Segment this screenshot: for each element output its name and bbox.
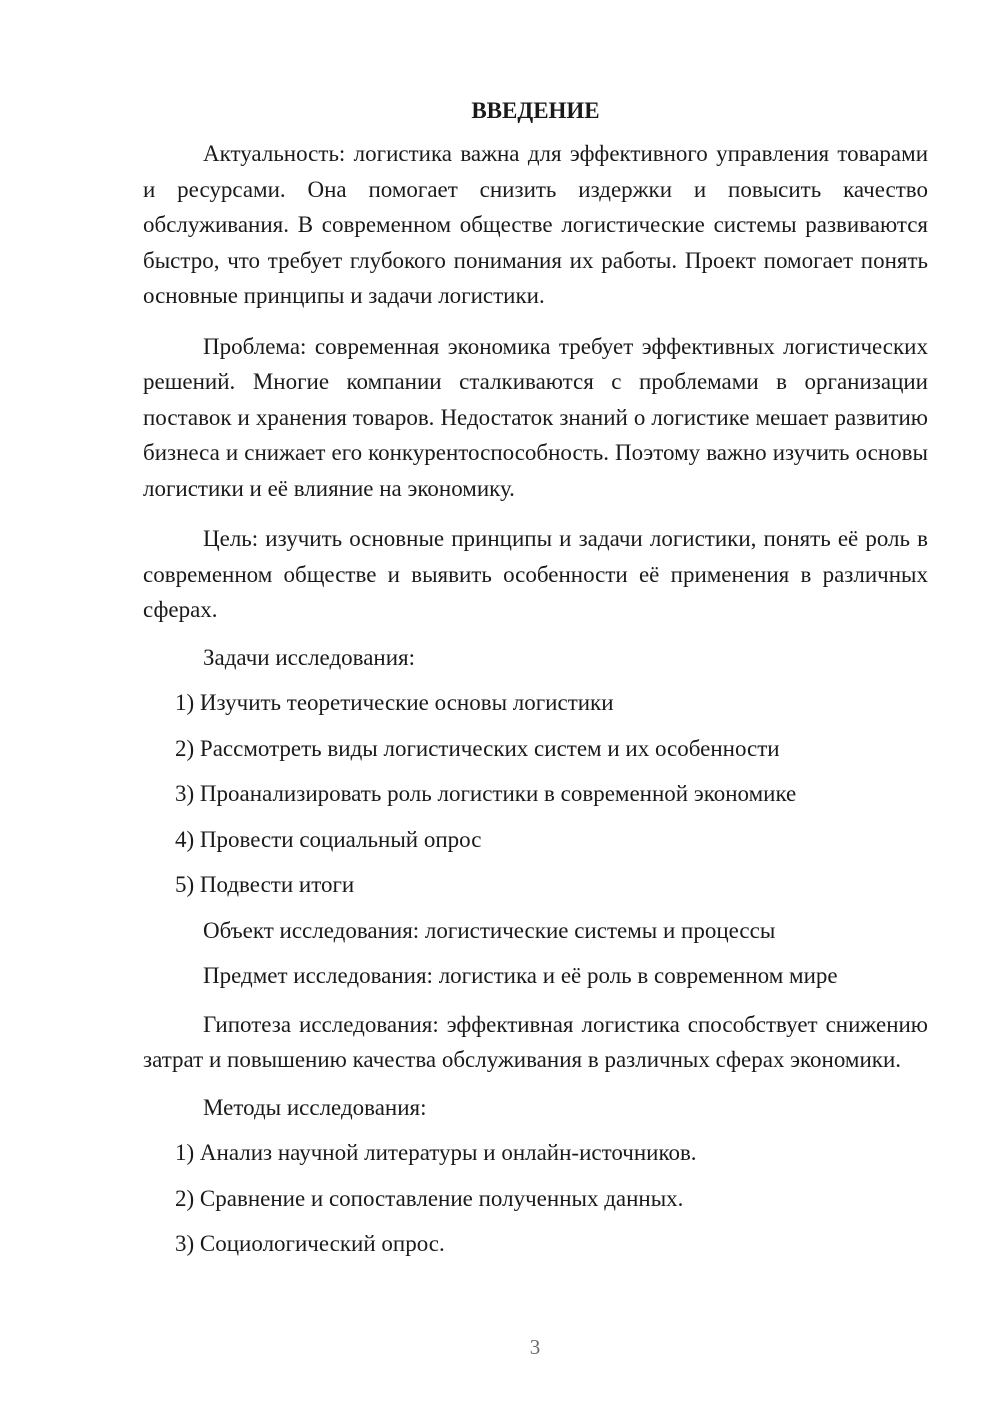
methods-heading: Методы исследования: [203,1094,427,1120]
tasks-heading: Задачи исследования: [203,644,416,670]
task-item: 1) Изучить теоретические основы логистики [175,690,614,715]
method-item: 3) Социологический опрос. [175,1231,445,1256]
object-paragraph: Объект исследования: логистические системы и процессы [203,917,776,943]
task-item: 2) Рассмотреть виды логистических систем и их особенности [175,735,780,761]
page-number: 3 [529,1335,541,1359]
method-item: 1) Анализ научной литературы и онлайн-источников. [175,1140,697,1165]
subject-paragraph: Предмет исследования: логистика и её роль в современном мире [203,963,838,988]
task-item: 5) Подвести итоги [175,872,355,897]
page-content [143,96,928,1275]
problem-paragraph: Проблема: современная экономика требует эффективных логистических решений. Многие компании сталкиваются с проблемами в организации поставок и хранения товаров. Недостаток знаний о логистике мешает развитию бизнеса и снижает его конкурентоспособность. Поэтому важно изучить основы логистики и её влияние на экономику. [143,333,928,501]
goal-paragraph: Цель: изучить основные принципы и задачи логистики, понять её роль в современном обществе и выявить особенности её применения в различных сферах. [143,526,928,622]
relevance-paragraph: Актуальность: логистика важна для эффективного управления товарами и ресурсами. Она помогает снизить издержки и повысить качество обслуживания. В современном обществе логистические системы развиваются быстро, что требует глубокого понимания их работы. Проект помогает понять основные принципы и задачи логистики. [143,141,928,308]
task-item: 3) Проанализировать роль логистики в современной экономике [175,781,797,806]
task-item: 4) Провести социальный опрос [175,826,482,852]
page-title: ВВЕДЕНИЕ [471,98,600,123]
method-item: 2) Сравнение и сопоставление полученных данных. [175,1185,684,1211]
hypothesis-paragraph: Гипотеза исследования: эффективная логистика способствует снижению затрат и повышению качества обслуживания в различных сферах экономики. [143,1011,928,1072]
